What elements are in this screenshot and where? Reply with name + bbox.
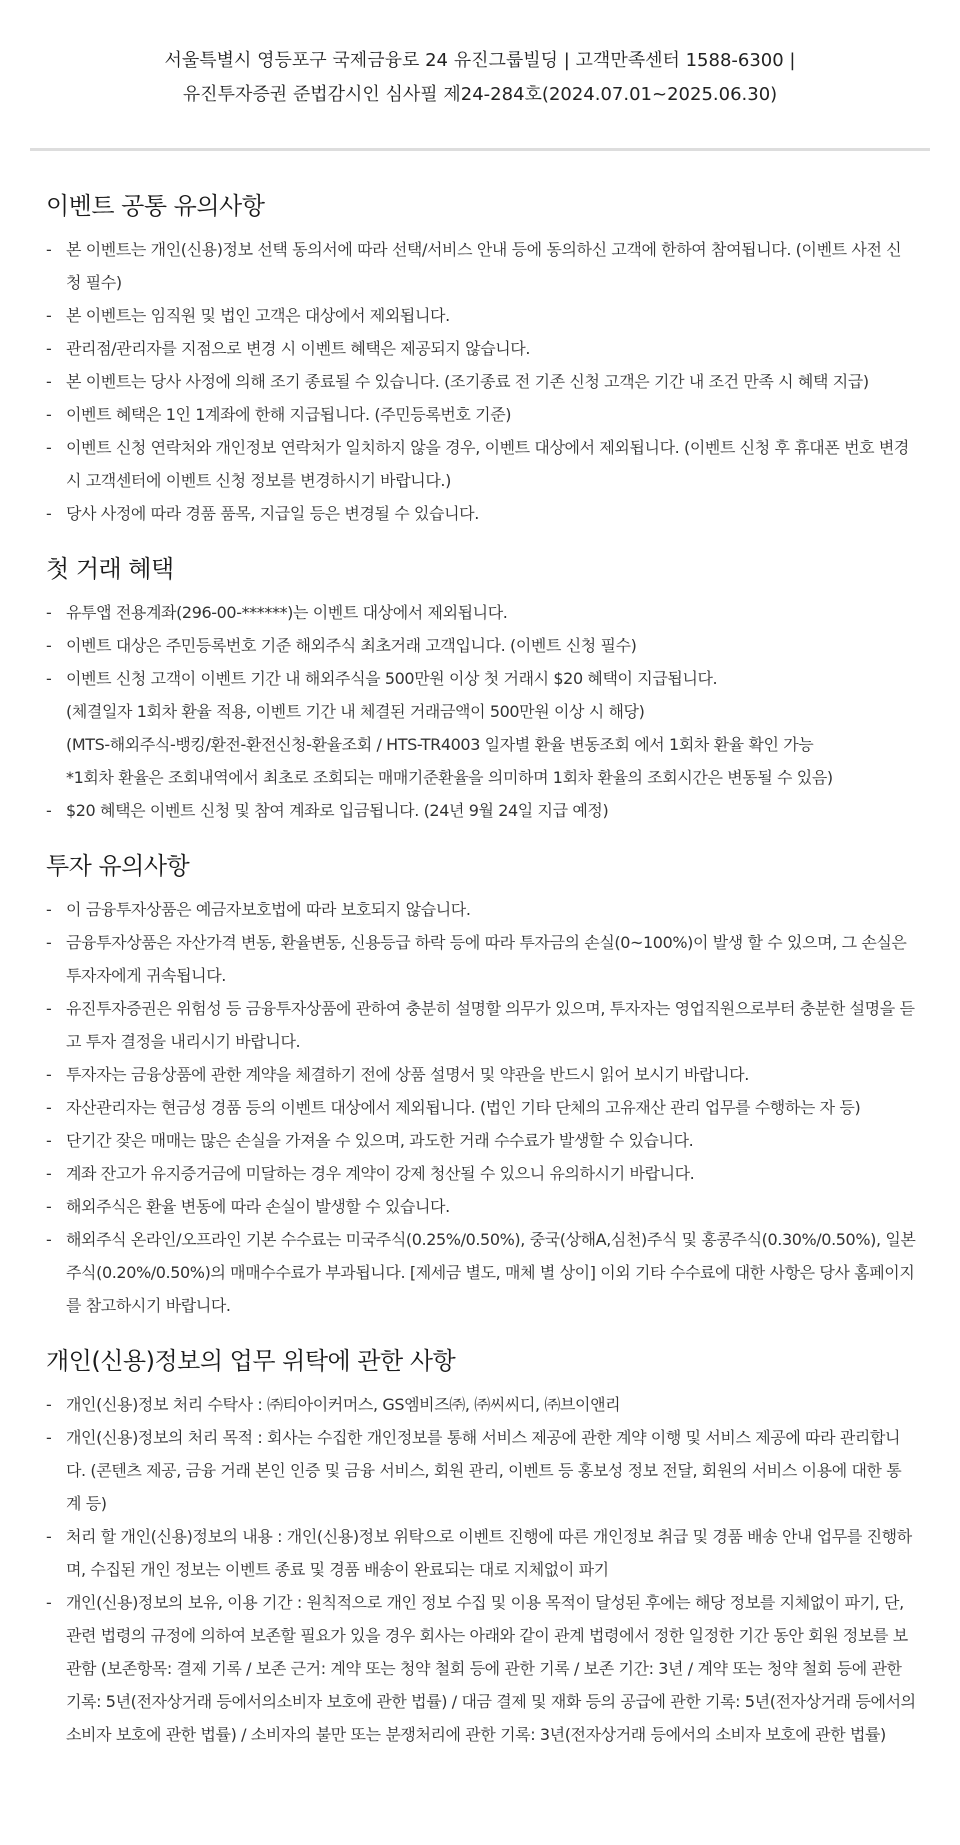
list-item [46,926,916,992]
list-item-text: 개인(신용)정보 처리 수탁사 : ㈜티아이커머스, GS엠비즈㈜, ㈜씨씨디, ㈜브이앤리 [66,1395,621,1414]
list-item-text: 본 이벤트는 임직원 및 법인 고객은 대상에서 제외됩니다. [66,306,450,325]
section-title: 이벤트 공통 유의사항 [46,192,265,220]
bullet-dash: - [46,1527,52,1546]
list-item-text: $20 혜택은 이벤트 신청 및 참여 계좌로 입금됩니다. (24년 9월 24일 지급 예정) [66,801,609,820]
list-item-text: 당사 사정에 따라 경품 품목, 지급일 등은 변경될 수 있습니다. [66,504,479,523]
list-item-text: 관리점/관리자를 지점으로 변경 시 이벤트 혜택은 제공되지 않습니다. [66,339,531,358]
bullet-dash: - [46,306,52,325]
list-item [46,1586,916,1751]
list-item-text: 본 이벤트는 개인(신용)정보 선택 동의서에 따라 선택/서비스 안내 등에 동의하신 고객에 한하여 참여됩니다. (이벤트 사전 신청 필수) [66,240,902,292]
bullet-dash: - [46,1164,52,1183]
list-item [46,992,916,1058]
notice-content [0,151,960,1751]
footer-company-info [0,0,960,112]
bullet-dash: - [46,1593,52,1612]
list-item [46,1091,916,1124]
list-item-text: 개인(신용)정보의 처리 목적 : 회사는 수집한 개인정보를 통해 서비스 제공에 관한 계약 이행 및 서비스 제공에 따라 관리합니다. (콘텐츠 제공, 금융 거래 본인 인증 및 금융 서비스, 회원 관리, 이벤트 등 홍보성 정보 전달, 회원의 서비스 이용에 대한 통계 등) [66,1428,902,1513]
bullet-dash: - [46,1197,52,1216]
bullet-dash: - [46,339,52,358]
list-item [46,893,916,926]
list-item [46,1421,916,1520]
list-item [46,794,916,827]
bullet-dash: - [46,504,52,523]
bullet-dash: - [46,1230,52,1249]
list-item [46,1157,916,1190]
list-item-subnote: (MTS-해외주식-뱅킹/환전-환전신청-환율조회 / HTS-TR4003 일자별 환율 변동조회 에서 1회차 환율 확인 가능 [66,735,814,754]
bullet-dash: - [46,1065,52,1084]
list-item [46,299,916,332]
bullet-dash: - [46,1131,52,1150]
list-item-text: 단기간 잦은 매매는 많은 손실을 가져올 수 있으며, 과도한 거래 수수료가 발생할 수 있습니다. [66,1131,694,1150]
list-item-subnote: (체결일자 1회차 환율 적용, 이벤트 기간 내 체결된 거래금액이 500만원 이상 시 해당) [66,702,645,721]
bullet-dash: - [46,1098,52,1117]
list-item [46,398,916,431]
list-item-text: 계좌 잔고가 유지증거금에 미달하는 경우 계약이 강제 청산될 수 있으니 유의하시기 바랍니다. [66,1164,695,1183]
list-item-subnote: *1회차 환율은 조회내역에서 최초로 조회되는 매매기준환율을 의미하며 1회차 환율의 조회시간은 변동될 수 있음) [66,768,833,787]
section-investment-notice [46,849,916,1322]
bullet-dash: - [46,1395,52,1414]
section-title: 투자 유의사항 [46,852,190,880]
list-item-text: 이벤트 신청 연락처와 개인정보 연락처가 일치하지 않을 경우, 이벤트 대상에서 제외됩니다. (이벤트 신청 후 휴대폰 번호 변경 시 고객센터에 이벤트 신청 정보를 변경하시기 바랍니다.) [66,438,909,490]
bullet-dash: - [46,636,52,655]
section-personal-info-outsourcing [46,1344,916,1751]
bullet-dash: - [46,900,52,919]
list-item [46,497,916,530]
list-item [46,365,916,398]
list-item [46,1223,916,1322]
bullet-dash: - [46,999,52,1018]
section-title: 개인(신용)정보의 업무 위탁에 관한 사항 [46,1347,456,1375]
bullet-dash: - [46,603,52,622]
list-item [46,1520,916,1586]
bullet-dash: - [46,405,52,424]
bullet-dash: - [46,438,52,457]
list-item-text: 처리 할 개인(신용)정보의 내용 : 개인(신용)정보 위탁으로 이벤트 진행에 따른 개인정보 취급 및 경품 배송 안내 업무를 진행하며, 수집된 개인 정보는 이벤트 종료 및 경품 배송이 완료되는 대로 지체없이 파기 [66,1527,912,1579]
list-item [46,1058,916,1091]
list-item [46,596,916,629]
section-title: 첫 거래 혜택 [46,555,174,583]
bullet-dash: - [46,669,52,688]
list-item [46,662,916,695]
list-item-text: 해외주식은 환율 변동에 따라 손실이 발생할 수 있습니다. [66,1197,450,1216]
list-item-text: 본 이벤트는 당사 사정에 의해 조기 종료될 수 있습니다. (조기종료 전 기존 신청 고객은 기간 내 조건 만족 시 혜택 지급) [66,372,869,391]
bullet-dash: - [46,240,52,259]
company-address-line: 서울특별시 영등포구 국제금융로 24 유진그룹빌딩 | 고객만족센터 1588-6300 | [164,50,796,71]
list-item-text: 해외주식 온라인/오프라인 기본 수수료는 미국주식(0.25%/0.50%), 중국(상해A,심천)주식 및 홍콩주식(0.30%/0.50%), 일본주식(0.20%/0.50%)의 매매수수료가 부과됩니다. [제세금 별도, 매체 별 상이] 이외 기타 수수료에 대한 사항은 당사 홈페이지를 참고하시기 바랍니다. [66,1230,916,1315]
list-item-text: 유투앱 전용계좌(296-00-******)는 이벤트 대상에서 제외됩니다. [66,603,508,622]
list-item [46,431,916,497]
list-item [46,1124,916,1157]
list-item [46,332,916,365]
list-item-text: 투자자는 금융상품에 관한 계약을 체결하기 전에 상품 설명서 및 약관을 반드시 읽어 보시기 바랍니다. [66,1065,749,1084]
list-item-text: 금융투자상품은 자산가격 변동, 환율변동, 신용등급 하락 등에 따라 투자금의 손실(0~100%)이 발생 할 수 있으며, 그 손실은 투자자에게 귀속됩니다. [66,933,907,985]
section-event-common-notice [46,189,916,530]
list-item [46,233,916,299]
bullet-dash: - [46,801,52,820]
list-item [46,1190,916,1223]
list-item [46,629,916,662]
list-item-text: 개인(신용)정보의 보유, 이용 기간 : 원칙적으로 개인 정보 수집 및 이용 목적이 달성된 후에는 해당 정보를 지체없이 파기, 단, 관련 법령의 규정에 의하여 보존할 필요가 있을 경우 회사는 아래와 같이 관계 법령에서 정한 일정한 기간 동안 회원 정보를 보관함 (보존항목: 결제 기록 / 보존 근거: 계약 또는 청약 철회 등에 관한 기록 / 보존 기간: 3년 / 계약 또는 청약 철회 등에 관한 기록: 5년(전자상거래 등에서의소비자 보호에 관한 법률) / 대금 결제 및 재화 등의 공급에 관한 기록: 5년(전자상거래 등에서의 소비자 보호에 관한 법률) / 소비자의 불만 또는 분쟁처리에 관한 기록: 3년(전자상거래 등에서의 소비자 보호에 관한 법률) [66,1593,916,1744]
list-item-text: 이 금융투자상품은 예금자보호법에 따라 보호되지 않습니다. [66,900,471,919]
section-first-trade-benefit [46,552,916,827]
list-item-text: 이벤트 대상은 주민등록번호 기준 해외주식 최초거래 고객입니다. (이벤트 신청 필수) [66,636,637,655]
list-item-text: 자산관리자는 현금성 경품 등의 이벤트 대상에서 제외됩니다. (법인 기타 단체의 고유재산 관리 업무를 수행하는 자 등) [66,1098,861,1117]
list-item-text: 유진투자증권은 위험성 등 금융투자상품에 관하여 충분히 설명할 의무가 있으며, 투자자는 영업직원으로부터 충분한 설명을 듣고 투자 결정을 내리시기 바랍니다. [66,999,915,1051]
list-item-text: 이벤트 혜택은 1인 1계좌에 한해 지급됩니다. (주민등록번호 기준) [66,405,512,424]
bullet-dash: - [46,933,52,952]
list-item-text: 이벤트 신청 고객이 이벤트 기간 내 해외주식을 500만원 이상 첫 거래시 $20 혜택이 지급됩니다. [66,669,718,688]
bullet-dash: - [46,1428,52,1447]
bullet-dash: - [46,372,52,391]
compliance-approval-line: 유진투자증권 준법감시인 심사필 제24-284호(2024.07.01~2025.06.30) [182,84,778,105]
list-item [46,1388,916,1421]
